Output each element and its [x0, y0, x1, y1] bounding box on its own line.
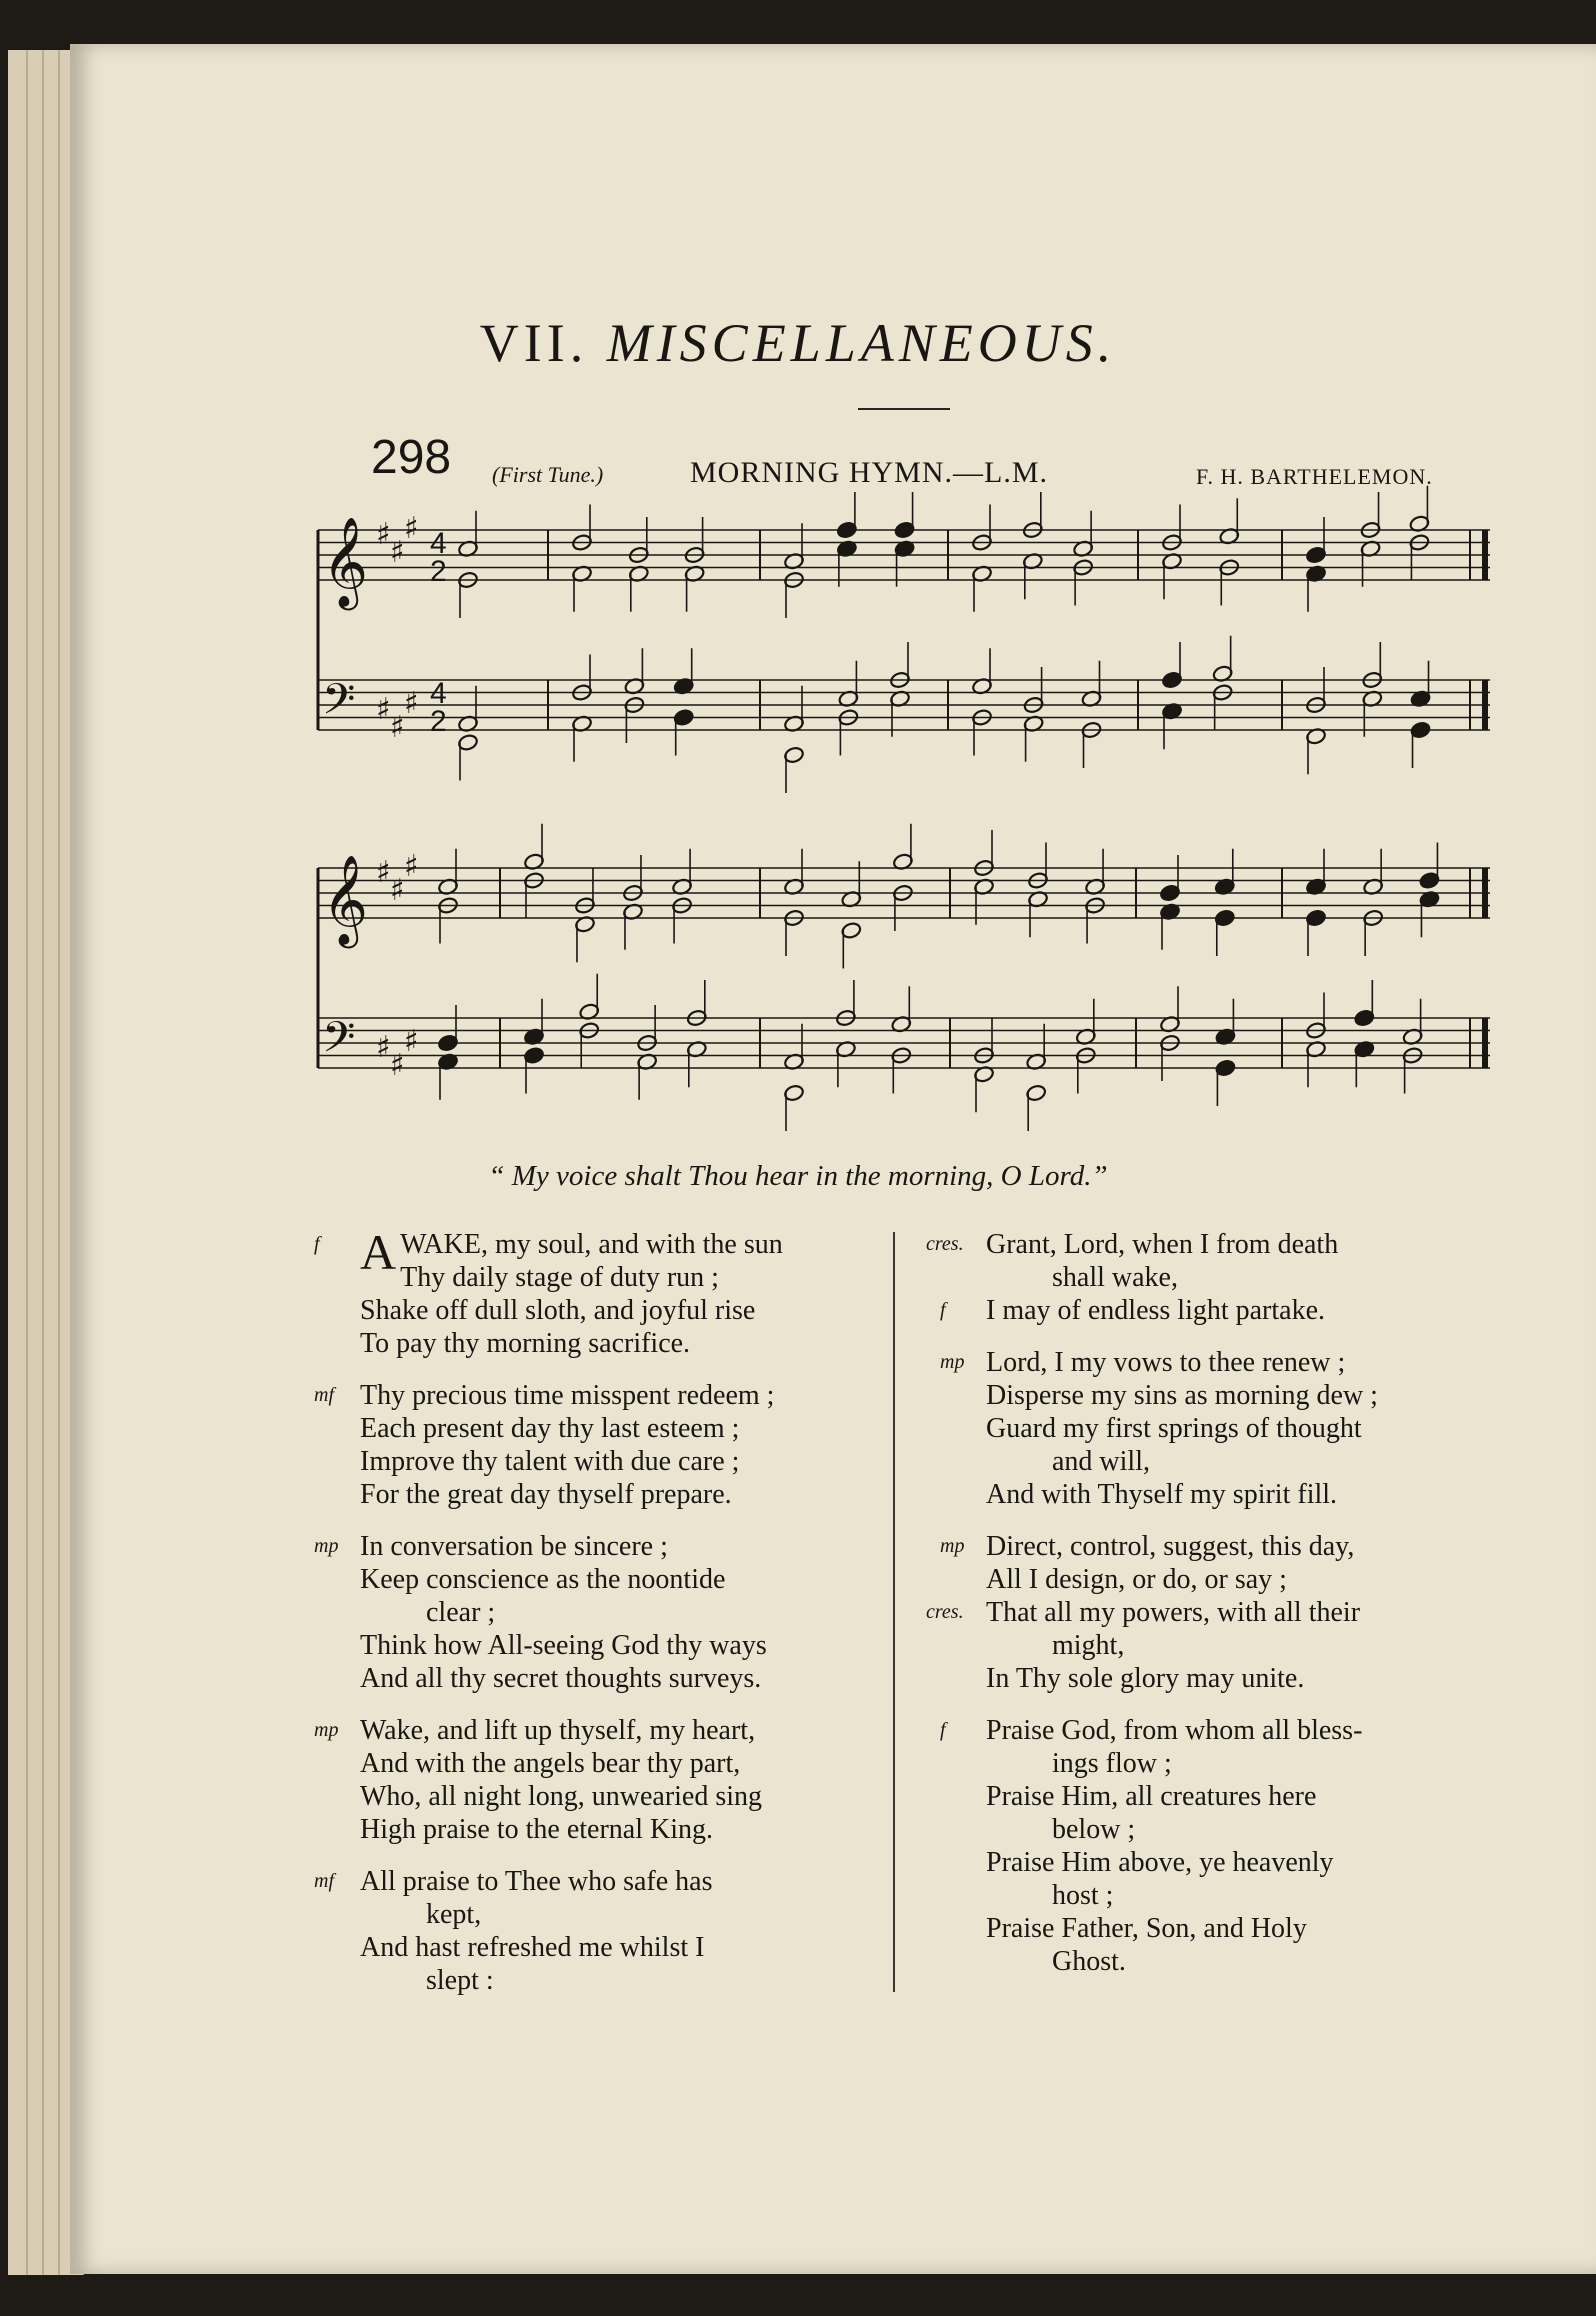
- verse-line: Praise Him, all creatures here: [986, 1781, 1317, 1812]
- verse-line-row: [360, 1379, 880, 1412]
- verse-line: All praise to Thee who safe has: [360, 1866, 713, 1897]
- verse-line: Guard my first springs of thought: [986, 1413, 1362, 1444]
- music-system: [318, 486, 1490, 793]
- verse-line: kept,: [426, 1899, 482, 1930]
- verse-line-row: [986, 1445, 1506, 1478]
- verse-line-row: [360, 1898, 880, 1931]
- verse-line-row: [986, 1879, 1506, 1912]
- verse-line-row: [360, 1327, 880, 1360]
- verse-line-row: [986, 1747, 1506, 1780]
- verse-line: I may of endless light partake.: [986, 1295, 1326, 1326]
- final-bar-line: [1482, 680, 1488, 730]
- verse-line: host ;: [1052, 1880, 1114, 1911]
- verse-line: Disperse my sins as morning dew ;: [986, 1380, 1378, 1411]
- verse-line-row: [986, 1294, 1506, 1327]
- verse-line-row: [986, 1846, 1506, 1879]
- verse-line-row: [986, 1379, 1506, 1412]
- verse-line-row: [360, 1478, 880, 1511]
- dynamic-marking: cres.: [926, 1601, 964, 1623]
- bass-clef-icon: 𝄢: [322, 675, 356, 735]
- verse-line-row: [986, 1813, 1506, 1846]
- verse-line-row: [360, 1747, 880, 1780]
- bass-staff: [318, 636, 1490, 793]
- verse-line: WAKE, my soul, and with the sun: [400, 1229, 783, 1260]
- verse-line-row: [360, 1530, 880, 1563]
- verse-line-row: [360, 1813, 880, 1846]
- verse-line: and will,: [1052, 1446, 1150, 1477]
- stanza: [314, 1224, 880, 1360]
- verse-line-row: [986, 1662, 1506, 1695]
- verse-line: In Thy sole glory may unite.: [986, 1663, 1305, 1694]
- tune-label: (First Tune.): [492, 462, 604, 487]
- dynamic-marking: mp: [940, 1351, 965, 1373]
- music-system: [318, 824, 1490, 1131]
- sharp-icon: ♯: [404, 686, 419, 721]
- verses-right-column: [926, 1228, 1506, 1997]
- verse-line: might,: [1052, 1630, 1125, 1661]
- verse-line-row: [986, 1596, 1506, 1629]
- verse-line: shall wake,: [1052, 1262, 1178, 1293]
- verse-line: Keep conscience as the noontide: [360, 1564, 726, 1595]
- verse-line: Grant, Lord, when I from death: [986, 1229, 1339, 1260]
- verse-line-row: [986, 1412, 1506, 1445]
- music-score: [0, 0, 1596, 1140]
- verse-line: Lord, I my vows to thee renew ;: [986, 1347, 1346, 1378]
- verse-line: All I design, or do, or say ;: [986, 1564, 1287, 1595]
- verse-line-row: [986, 1780, 1506, 1813]
- verse-line: clear ;: [426, 1597, 496, 1628]
- verse-line-row: [360, 1714, 880, 1747]
- verse-line: Who, all night long, unwearied sing: [360, 1781, 763, 1812]
- sharp-icon: ♯: [390, 535, 405, 570]
- verse-line: And all thy secret thoughts surveys.: [360, 1663, 762, 1694]
- verse-line-row: [986, 1478, 1506, 1511]
- verse-line-row: [360, 1261, 880, 1294]
- treble-staff: [318, 824, 1490, 969]
- sharp-icon: ♯: [404, 1024, 419, 1059]
- hymn-title: MORNING HYMN.—L.M.: [690, 456, 1049, 489]
- sharp-icon: ♯: [376, 517, 391, 552]
- verse-line: Praise Him above, ye heavenly: [986, 1847, 1334, 1878]
- verse-line-row: [986, 1228, 1506, 1261]
- verse-line: To pay thy morning sacrifice.: [360, 1328, 691, 1359]
- verse-line-row: [986, 1563, 1506, 1596]
- verse-line-row: [360, 1445, 880, 1478]
- verse-line: Thy daily stage of duty run ;: [400, 1262, 719, 1293]
- dynamic-marking: mp: [314, 1719, 339, 1741]
- section-title: MISCELLANEOUS.: [606, 313, 1117, 373]
- verse-line: ings flow ;: [1052, 1748, 1172, 1779]
- sharp-icon: ♯: [390, 1048, 405, 1083]
- verse-line-row: [986, 1629, 1506, 1662]
- verse-line-row: [986, 1346, 1506, 1379]
- verse-line: slept :: [426, 1965, 494, 1996]
- stanza: [314, 1530, 880, 1695]
- verse-line: And with the angels bear thy part,: [360, 1748, 741, 1779]
- stanza: [314, 1865, 880, 1997]
- verse-line: In conversation be sincere ;: [360, 1531, 668, 1562]
- sharp-icon: ♯: [390, 710, 405, 745]
- section-number: VII.: [479, 313, 589, 373]
- verse-line-row: [360, 1629, 880, 1662]
- sharp-icon: ♯: [376, 692, 391, 727]
- verse-line-row: [360, 1412, 880, 1445]
- hymn-number: 298: [371, 431, 452, 484]
- bass-staff: [318, 974, 1490, 1131]
- verse-line: Direct, control, suggest, this day,: [986, 1531, 1355, 1562]
- final-bar-line: [1482, 1018, 1488, 1068]
- dynamic-marking: cres.: [926, 1233, 964, 1255]
- stanza: [940, 1346, 1506, 1511]
- verses-left-column: [314, 1224, 880, 2016]
- sharp-icon: ♯: [376, 1030, 391, 1065]
- verse-line-row: [360, 1294, 880, 1327]
- sharp-icon: ♯: [404, 849, 419, 884]
- stanza: [926, 1228, 1506, 1327]
- verse-line-row: [360, 1780, 880, 1813]
- stanza: [314, 1714, 880, 1846]
- verse-line: Wake, and lift up thyself, my heart,: [360, 1715, 756, 1746]
- verse-line: below ;: [1052, 1814, 1136, 1845]
- dynamic-marking: mp: [314, 1535, 339, 1557]
- verse-line: Each present day thy last esteem ;: [360, 1413, 740, 1444]
- final-bar-line: [1482, 868, 1488, 918]
- verse-line: Shake off dull sloth, and joyful rise: [360, 1295, 756, 1326]
- verse-line: Improve thy talent with due care ;: [360, 1446, 740, 1477]
- verse-line: Think how All-seeing God thy ways: [360, 1630, 767, 1661]
- composer-name: F. H. BARTHELEMON.: [1196, 464, 1433, 489]
- verse-line: Praise God, from whom all bless-: [986, 1715, 1363, 1746]
- verse-line-row: [360, 1662, 880, 1695]
- verse-line-row: [986, 1714, 1506, 1747]
- stanza: [314, 1379, 880, 1511]
- time-signature-bottom: 2: [430, 555, 447, 588]
- verse-line-row: [986, 1912, 1506, 1945]
- dynamic-marking: mf: [314, 1870, 334, 1892]
- treble-clef-icon: 𝄞: [322, 855, 369, 945]
- bass-clef-icon: 𝄢: [322, 1013, 356, 1073]
- time-signature-top: 4: [430, 527, 447, 560]
- stanza: [940, 1714, 1506, 1978]
- verse-line: And hast refreshed me whilst I: [360, 1932, 705, 1963]
- dynamic-marking: f: [940, 1719, 946, 1741]
- treble-clef-icon: 𝄞: [322, 517, 369, 607]
- sharp-icon: ♯: [390, 873, 405, 908]
- verse-line: High praise to the eternal King.: [360, 1814, 714, 1845]
- verse-line: And with Thyself my spirit fill.: [986, 1479, 1338, 1510]
- verse-line-row: [360, 1596, 880, 1629]
- epigraph: “ My voice shalt Thou hear in the morning, O Lord.”: [488, 1160, 1108, 1192]
- verse-line-row: [360, 1563, 880, 1596]
- dynamic-marking: mf: [314, 1384, 334, 1406]
- dynamic-marking: f: [314, 1233, 320, 1255]
- verse-line-row: [986, 1261, 1506, 1294]
- verse-line-row: [360, 1964, 880, 1997]
- time-signature-top: 4: [430, 677, 447, 710]
- verse-line-row: [360, 1931, 880, 1964]
- verse-line: Thy precious time misspent redeem ;: [360, 1380, 775, 1411]
- verse-line: That all my powers, with all their: [986, 1597, 1361, 1628]
- column-divider: [893, 1232, 895, 1992]
- time-signature-bottom: 2: [430, 705, 447, 738]
- verse-line: Ghost.: [1052, 1946, 1126, 1977]
- dynamic-marking: f: [940, 1299, 946, 1321]
- verse-line-row: [986, 1945, 1506, 1978]
- dynamic-marking: mp: [940, 1535, 965, 1557]
- final-bar-line: [1482, 530, 1488, 580]
- drop-cap: A: [360, 1224, 397, 1280]
- sharp-icon: ♯: [376, 855, 391, 890]
- treble-staff: [318, 486, 1490, 618]
- verse-line-row: [360, 1865, 880, 1898]
- verse-line-row: [986, 1530, 1506, 1563]
- verse-line: For the great day thyself prepare.: [360, 1479, 732, 1510]
- stanza: [926, 1530, 1506, 1695]
- verse-line: Praise Father, Son, and Holy: [986, 1913, 1307, 1944]
- sharp-icon: ♯: [404, 511, 419, 546]
